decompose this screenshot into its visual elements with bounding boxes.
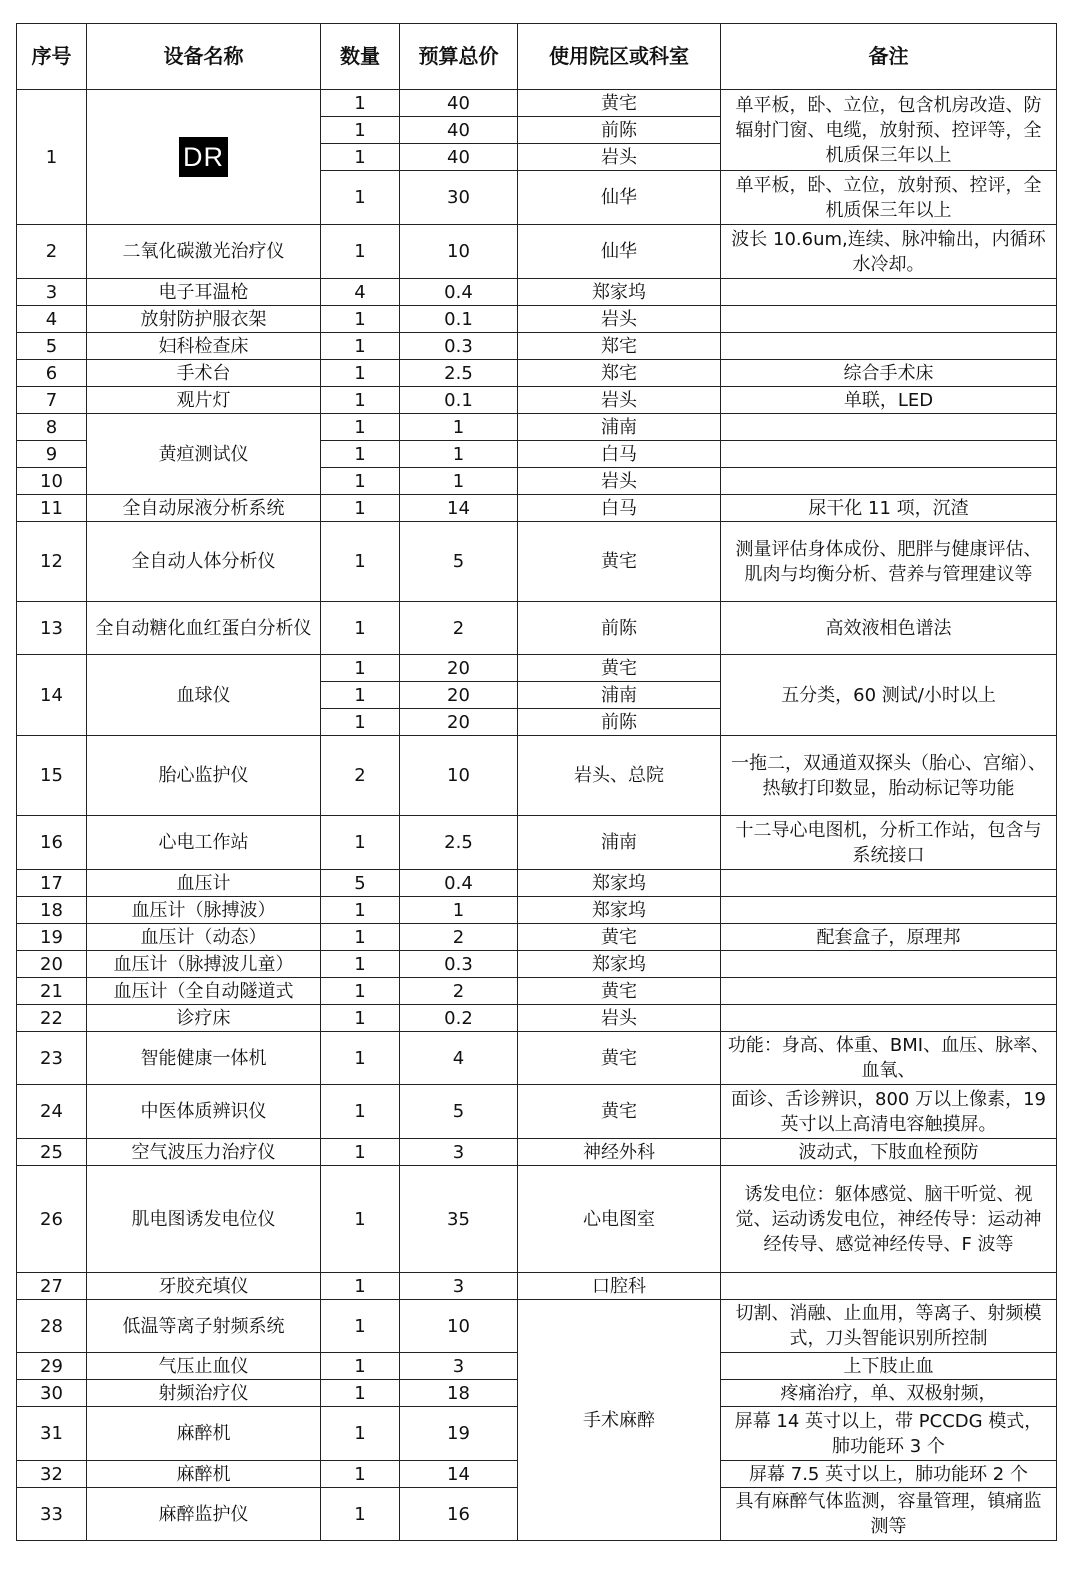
table-row bbox=[17, 870, 1057, 897]
budget-cell: 16 bbox=[400, 1488, 518, 1541]
budget-cell: 10 bbox=[400, 1300, 518, 1353]
remark-cell: 五分类，60 测试/小时以上 bbox=[721, 655, 1057, 736]
table-row bbox=[17, 924, 1057, 951]
row-no: 2 bbox=[17, 225, 87, 279]
location-cell: 岩头 bbox=[518, 387, 721, 414]
quantity-cell: 1 bbox=[321, 816, 400, 870]
quantity-cell: 1 bbox=[321, 682, 400, 709]
header-remark: 备注 bbox=[721, 24, 1057, 90]
table-row bbox=[17, 90, 1057, 117]
quantity-cell: 1 bbox=[321, 1461, 400, 1488]
location-cell: 岩头 bbox=[518, 144, 721, 171]
budget-cell: 3 bbox=[400, 1139, 518, 1166]
table-header-row bbox=[17, 24, 1057, 90]
quantity-cell: 1 bbox=[321, 90, 400, 117]
device-name-cell: 手术台 bbox=[87, 360, 321, 387]
table-row bbox=[17, 1273, 1057, 1300]
budget-cell: 0.3 bbox=[400, 333, 518, 360]
quantity-cell: 2 bbox=[321, 736, 400, 816]
device-name-cell: 血球仪 bbox=[87, 655, 321, 736]
location-cell: 郑家坞 bbox=[518, 870, 721, 897]
remark-cell: 切割、消融、止血用，等离子、射频模式，刀头智能识别所控制 bbox=[721, 1300, 1057, 1353]
location-cell: 神经外科 bbox=[518, 1139, 721, 1166]
table-row bbox=[17, 387, 1057, 414]
remark-cell: 具有麻醉气体监测，容量管理，镇痛监测等 bbox=[721, 1488, 1057, 1541]
remark-cell bbox=[721, 1273, 1057, 1300]
row-no: 16 bbox=[17, 816, 87, 870]
quantity-cell: 1 bbox=[321, 1032, 400, 1085]
row-no: 9 bbox=[17, 441, 87, 468]
budget-cell: 19 bbox=[400, 1407, 518, 1461]
table-row bbox=[17, 360, 1057, 387]
location-cell: 黄宅 bbox=[518, 1032, 721, 1085]
quantity-cell: 1 bbox=[321, 1353, 400, 1380]
location-cell: 仙华 bbox=[518, 171, 721, 225]
location-cell: 前陈 bbox=[518, 117, 721, 144]
table-row bbox=[17, 495, 1057, 522]
location-cell: 郑宅 bbox=[518, 333, 721, 360]
remark-cell: 屏幕 7.5 英寸以上，肺功能环 2 个 bbox=[721, 1461, 1057, 1488]
quantity-cell: 1 bbox=[321, 225, 400, 279]
remark-cell bbox=[721, 978, 1057, 1005]
location-cell: 口腔科 bbox=[518, 1273, 721, 1300]
budget-cell: 14 bbox=[400, 495, 518, 522]
row-no: 26 bbox=[17, 1166, 87, 1273]
quantity-cell: 1 bbox=[321, 924, 400, 951]
budget-cell: 1 bbox=[400, 414, 518, 441]
row-no: 6 bbox=[17, 360, 87, 387]
quantity-cell: 1 bbox=[321, 978, 400, 1005]
quantity-cell: 1 bbox=[321, 709, 400, 736]
quantity-cell: 1 bbox=[321, 897, 400, 924]
quantity-cell: 1 bbox=[321, 306, 400, 333]
remark-cell: 波动式，下肢血栓预防 bbox=[721, 1139, 1057, 1166]
device-name-cell: 低温等离子射频系统 bbox=[87, 1300, 321, 1353]
table-row bbox=[17, 1139, 1057, 1166]
row-no: 10 bbox=[17, 468, 87, 495]
budget-cell: 5 bbox=[400, 522, 518, 602]
budget-cell: 40 bbox=[400, 144, 518, 171]
device-name-cell: 麻醉机 bbox=[87, 1407, 321, 1461]
equipment-budget-table bbox=[16, 23, 1057, 1541]
quantity-cell: 1 bbox=[321, 1300, 400, 1353]
table-row bbox=[17, 978, 1057, 1005]
location-cell: 手术麻醉 bbox=[518, 1300, 721, 1541]
device-name-cell: 血压计（脉搏波儿童） bbox=[87, 951, 321, 978]
table-row bbox=[17, 306, 1057, 333]
quantity-cell: 1 bbox=[321, 1005, 400, 1032]
location-cell: 郑家坞 bbox=[518, 279, 721, 306]
quantity-cell: 1 bbox=[321, 602, 400, 655]
device-name-cell: 气压止血仪 bbox=[87, 1353, 321, 1380]
row-no: 4 bbox=[17, 306, 87, 333]
table-row bbox=[17, 602, 1057, 655]
budget-cell: 0.1 bbox=[400, 387, 518, 414]
location-cell: 白马 bbox=[518, 441, 721, 468]
location-cell: 黄宅 bbox=[518, 1085, 721, 1139]
row-no: 25 bbox=[17, 1139, 87, 1166]
budget-cell: 1 bbox=[400, 441, 518, 468]
budget-cell: 1 bbox=[400, 468, 518, 495]
quantity-cell: 1 bbox=[321, 1085, 400, 1139]
remark-cell bbox=[721, 279, 1057, 306]
remark-cell: 测量评估身体成份、肥胖与健康评估、肌肉与均衡分析、营养与管理建议等 bbox=[721, 522, 1057, 602]
device-name-cell: 妇科检查床 bbox=[87, 333, 321, 360]
remark-cell: 疼痛治疗，单、双极射频， bbox=[721, 1380, 1057, 1407]
header-budget-total: 预算总价 bbox=[400, 24, 518, 90]
location-cell: 岩头 bbox=[518, 468, 721, 495]
table-row bbox=[17, 225, 1057, 279]
location-cell: 郑宅 bbox=[518, 360, 721, 387]
budget-cell: 30 bbox=[400, 171, 518, 225]
remark-cell bbox=[721, 306, 1057, 333]
row-no: 32 bbox=[17, 1461, 87, 1488]
row-no: 21 bbox=[17, 978, 87, 1005]
row-no: 12 bbox=[17, 522, 87, 602]
row-no: 30 bbox=[17, 1380, 87, 1407]
remark-cell: 波长 10.6um,连续、脉冲输出，内循环水冷却。 bbox=[721, 225, 1057, 279]
location-cell: 岩头 bbox=[518, 306, 721, 333]
location-cell: 郑家坞 bbox=[518, 951, 721, 978]
remark-cell bbox=[721, 1005, 1057, 1032]
budget-cell: 3 bbox=[400, 1273, 518, 1300]
budget-cell: 1 bbox=[400, 897, 518, 924]
quantity-cell: 4 bbox=[321, 279, 400, 306]
remark-cell: 单联，LED bbox=[721, 387, 1057, 414]
table-row bbox=[17, 1005, 1057, 1032]
remark-cell: 单平板，卧、立位，放射预、控评，全机质保三年以上 bbox=[721, 171, 1057, 225]
quantity-cell: 1 bbox=[321, 468, 400, 495]
device-name-cell: 胎心监护仪 bbox=[87, 736, 321, 816]
budget-cell: 2.5 bbox=[400, 816, 518, 870]
dr-label: DR bbox=[179, 137, 228, 177]
quantity-cell: 1 bbox=[321, 1166, 400, 1273]
row-no: 13 bbox=[17, 602, 87, 655]
device-name-cell: 黄疸测试仪 bbox=[87, 414, 321, 495]
row-no: 23 bbox=[17, 1032, 87, 1085]
quantity-cell: 1 bbox=[321, 522, 400, 602]
table-row bbox=[17, 1085, 1057, 1139]
budget-cell: 2.5 bbox=[400, 360, 518, 387]
device-name-cell: 全自动尿液分析系统 bbox=[87, 495, 321, 522]
device-name-cell: 电子耳温枪 bbox=[87, 279, 321, 306]
remark-cell bbox=[721, 870, 1057, 897]
remark-cell: 尿干化 11 项，沉渣 bbox=[721, 495, 1057, 522]
table-row bbox=[17, 816, 1057, 870]
remark-cell: 功能：身高、体重、BMI、血压、脉率、血氧、 bbox=[721, 1032, 1057, 1085]
budget-cell: 4 bbox=[400, 1032, 518, 1085]
table-row bbox=[17, 736, 1057, 816]
budget-cell: 10 bbox=[400, 736, 518, 816]
quantity-cell: 1 bbox=[321, 1407, 400, 1461]
quantity-cell: 1 bbox=[321, 333, 400, 360]
quantity-cell: 1 bbox=[321, 951, 400, 978]
device-name-cell: 智能健康一体机 bbox=[87, 1032, 321, 1085]
row-no: 22 bbox=[17, 1005, 87, 1032]
location-cell: 黄宅 bbox=[518, 90, 721, 117]
location-cell: 心电图室 bbox=[518, 1166, 721, 1273]
budget-cell: 5 bbox=[400, 1085, 518, 1139]
budget-cell: 3 bbox=[400, 1353, 518, 1380]
remark-cell bbox=[721, 897, 1057, 924]
quantity-cell: 1 bbox=[321, 495, 400, 522]
quantity-cell: 1 bbox=[321, 1380, 400, 1407]
location-cell: 黄宅 bbox=[518, 655, 721, 682]
budget-cell: 2 bbox=[400, 924, 518, 951]
remark-cell: 面诊、舌诊辨识，800 万以上像素，19 英寸以上高清电容触摸屏。 bbox=[721, 1085, 1057, 1139]
quantity-cell: 1 bbox=[321, 387, 400, 414]
location-cell: 黄宅 bbox=[518, 924, 721, 951]
location-cell: 仙华 bbox=[518, 225, 721, 279]
device-name-cell: 麻醉监护仪 bbox=[87, 1488, 321, 1541]
budget-cell: 2 bbox=[400, 978, 518, 1005]
device-name-cell: 血压计（全自动隧道式 bbox=[87, 978, 321, 1005]
remark-cell: 屏幕 14 英寸以上，带 PCCDG 模式，肺功能环 3 个 bbox=[721, 1407, 1057, 1461]
device-name-cell: 牙胶充填仪 bbox=[87, 1273, 321, 1300]
budget-cell: 2 bbox=[400, 602, 518, 655]
device-name-cell: 二氧化碳激光治疗仪 bbox=[87, 225, 321, 279]
device-name-cell: 放射防护服衣架 bbox=[87, 306, 321, 333]
quantity-cell: 1 bbox=[321, 171, 400, 225]
quantity-cell: 1 bbox=[321, 441, 400, 468]
quantity-cell: 5 bbox=[321, 870, 400, 897]
remark-cell: 高效液相色谱法 bbox=[721, 602, 1057, 655]
location-cell: 浦南 bbox=[518, 414, 721, 441]
location-cell: 岩头 bbox=[518, 1005, 721, 1032]
row-no: 17 bbox=[17, 870, 87, 897]
header-no: 序号 bbox=[17, 24, 87, 90]
header-quantity: 数量 bbox=[321, 24, 400, 90]
quantity-cell: 1 bbox=[321, 1488, 400, 1541]
header-location: 使用院区或科室 bbox=[518, 24, 721, 90]
row-no: 1 bbox=[17, 90, 87, 225]
device-name-cell: 观片灯 bbox=[87, 387, 321, 414]
budget-cell: 14 bbox=[400, 1461, 518, 1488]
table-row bbox=[17, 897, 1057, 924]
table-row bbox=[17, 1032, 1057, 1085]
equipment-budget-page bbox=[16, 23, 1056, 1541]
row-no: 27 bbox=[17, 1273, 87, 1300]
remark-cell bbox=[721, 468, 1057, 495]
budget-cell: 10 bbox=[400, 225, 518, 279]
remark-cell bbox=[721, 441, 1057, 468]
device-name-cell: 血压计（动态） bbox=[87, 924, 321, 951]
location-cell: 郑家坞 bbox=[518, 897, 721, 924]
location-cell: 前陈 bbox=[518, 709, 721, 736]
device-name-cell: 空气波压力治疗仪 bbox=[87, 1139, 321, 1166]
budget-cell: 0.4 bbox=[400, 279, 518, 306]
row-no: 33 bbox=[17, 1488, 87, 1541]
budget-cell: 20 bbox=[400, 709, 518, 736]
quantity-cell: 1 bbox=[321, 1273, 400, 1300]
remark-cell bbox=[721, 951, 1057, 978]
quantity-cell: 1 bbox=[321, 144, 400, 171]
device-name-cell: 全自动糖化血红蛋白分析仪 bbox=[87, 602, 321, 655]
table-row bbox=[17, 655, 1057, 682]
quantity-cell: 1 bbox=[321, 360, 400, 387]
table-row bbox=[17, 522, 1057, 602]
budget-cell: 0.2 bbox=[400, 1005, 518, 1032]
row-no: 28 bbox=[17, 1300, 87, 1353]
table-row bbox=[17, 279, 1057, 306]
budget-cell: 20 bbox=[400, 655, 518, 682]
quantity-cell: 1 bbox=[321, 1139, 400, 1166]
table-row bbox=[17, 333, 1057, 360]
device-name-cell: 肌电图诱发电位仪 bbox=[87, 1166, 321, 1273]
device-name-cell: 血压计 bbox=[87, 870, 321, 897]
row-no: 31 bbox=[17, 1407, 87, 1461]
remark-cell: 诱发电位：躯体感觉、脑干听觉、视觉、运动诱发电位，神经传导：运动神经传导、感觉神经传导、F 波等 bbox=[721, 1166, 1057, 1273]
remark-cell: 十二导心电图机，分析工作站，包含与系统接口 bbox=[721, 816, 1057, 870]
row-no: 7 bbox=[17, 387, 87, 414]
remark-cell: 单平板，卧、立位，包含机房改造、防辐射门窗、电缆，放射预、控评等，全机质保三年以上 bbox=[721, 90, 1057, 171]
budget-cell: 20 bbox=[400, 682, 518, 709]
device-name-cell: 血压计（脉搏波） bbox=[87, 897, 321, 924]
row-no: 29 bbox=[17, 1353, 87, 1380]
remark-cell bbox=[721, 333, 1057, 360]
location-cell: 白马 bbox=[518, 495, 721, 522]
row-no: 20 bbox=[17, 951, 87, 978]
table-row bbox=[17, 1300, 1057, 1353]
device-name-cell: 射频治疗仪 bbox=[87, 1380, 321, 1407]
device-name-cell: 全自动人体分析仪 bbox=[87, 522, 321, 602]
row-no: 18 bbox=[17, 897, 87, 924]
table-row bbox=[17, 1166, 1057, 1273]
row-no: 8 bbox=[17, 414, 87, 441]
row-no: 15 bbox=[17, 736, 87, 816]
budget-cell: 40 bbox=[400, 117, 518, 144]
row-no: 14 bbox=[17, 655, 87, 736]
row-no: 24 bbox=[17, 1085, 87, 1139]
device-name-cell bbox=[87, 90, 321, 225]
remark-cell: 配套盒子，原理邦 bbox=[721, 924, 1057, 951]
device-name-cell: 诊疗床 bbox=[87, 1005, 321, 1032]
budget-cell: 0.4 bbox=[400, 870, 518, 897]
row-no: 11 bbox=[17, 495, 87, 522]
budget-cell: 0.3 bbox=[400, 951, 518, 978]
table-row bbox=[17, 414, 1057, 441]
quantity-cell: 1 bbox=[321, 117, 400, 144]
device-name-cell: 中医体质辨识仪 bbox=[87, 1085, 321, 1139]
location-cell: 浦南 bbox=[518, 816, 721, 870]
remark-cell bbox=[721, 414, 1057, 441]
remark-cell: 一拖二，双通道双探头（胎心、宫缩）、热敏打印数显，胎动标记等功能 bbox=[721, 736, 1057, 816]
device-name-cell: 麻醉机 bbox=[87, 1461, 321, 1488]
header-device-name: 设备名称 bbox=[87, 24, 321, 90]
quantity-cell: 1 bbox=[321, 414, 400, 441]
row-no: 5 bbox=[17, 333, 87, 360]
location-cell: 黄宅 bbox=[518, 978, 721, 1005]
row-no: 3 bbox=[17, 279, 87, 306]
location-cell: 前陈 bbox=[518, 602, 721, 655]
location-cell: 岩头、总院 bbox=[518, 736, 721, 816]
quantity-cell: 1 bbox=[321, 655, 400, 682]
remark-cell: 综合手术床 bbox=[721, 360, 1057, 387]
budget-cell: 40 bbox=[400, 90, 518, 117]
location-cell: 浦南 bbox=[518, 682, 721, 709]
row-no: 19 bbox=[17, 924, 87, 951]
budget-cell: 35 bbox=[400, 1166, 518, 1273]
location-cell: 黄宅 bbox=[518, 522, 721, 602]
remark-cell: 上下肢止血 bbox=[721, 1353, 1057, 1380]
budget-cell: 0.1 bbox=[400, 306, 518, 333]
device-name-cell: 心电工作站 bbox=[87, 816, 321, 870]
table-row bbox=[17, 951, 1057, 978]
budget-cell: 18 bbox=[400, 1380, 518, 1407]
